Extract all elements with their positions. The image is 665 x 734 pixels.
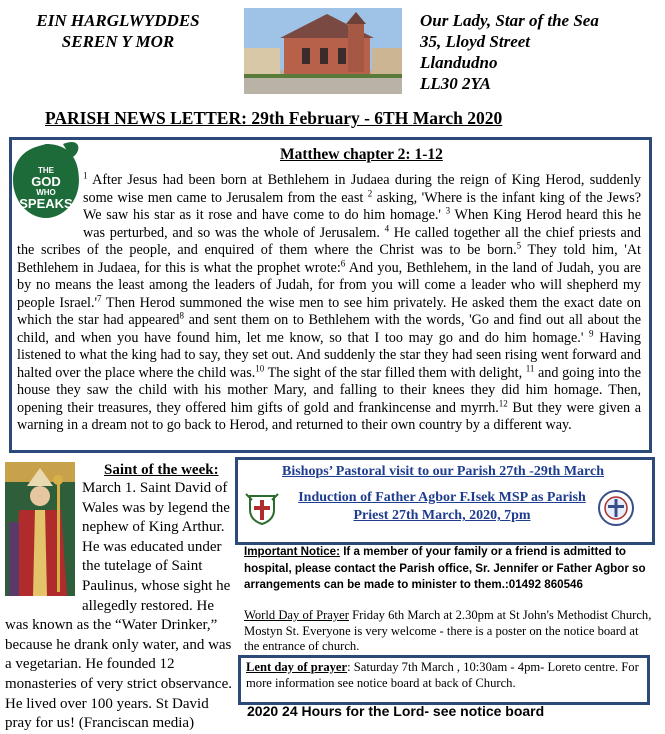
address-line: 35, Lloyd Street — [420, 32, 531, 51]
logo-text: THE — [38, 166, 54, 175]
gospel-reading — [17, 172, 641, 435]
verse-text: After Jesus had been born at Bethlehem in Judaea during the reign of King Herod, suddenly some wise men came to Jerusalem from the east — [83, 172, 641, 206]
important-notice — [244, 544, 654, 594]
verse-number: 9 — [589, 327, 594, 338]
world-day-text: Friday 6th March at 2.30pm at St John's Methodist Church, Mostyn St. Everyone is very welcome - there is a poster on the notice board at the entrance of church. — [244, 608, 652, 653]
notice-label: Important Notice: — [244, 545, 340, 558]
gospel-body — [17, 172, 641, 433]
diocese-crest-icon — [244, 492, 280, 526]
society-seal-icon — [597, 488, 635, 528]
24-hours-notice: 2020 24 Hours for the Lord- see notice board — [247, 703, 545, 719]
church-photo — [244, 8, 402, 94]
verse-number: 3 — [445, 205, 451, 216]
pastoral-visit-title: Bishops’ Pastoral visit to our Parish 27th -29th March — [281, 464, 604, 479]
lent-label: Lent day of prayer — [246, 660, 348, 674]
image-spacer — [5, 479, 82, 599]
logo-text: GOD — [31, 174, 61, 189]
induction-notice: Induction of Father Agbor F.Isek MSP as Parish Priest 27th March, 2020, 7pm — [298, 490, 586, 523]
logo-text: WHO — [36, 188, 56, 197]
verse-number: 2 — [367, 187, 373, 198]
verse-number: 10 — [255, 362, 265, 373]
welsh-line-2: SEREN Y MOR — [61, 32, 175, 51]
gospel-heading: Matthew chapter 2: 1-12 — [280, 146, 443, 163]
verse-text: asking, 'Where is the infant king of the Jews? We saw his star as it rose and have come to do him homage.' — [83, 189, 642, 223]
address-line: Our Lady, Star of the Sea — [420, 11, 599, 30]
world-day-label: World Day of Prayer — [244, 608, 349, 622]
welsh-church-name — [18, 10, 218, 52]
newsletter-title: PARISH NEWS LETTER: 29th February - 6TH March 2020 — [45, 108, 503, 128]
verse-text: The sight of the star filled them with delight, — [264, 364, 526, 381]
saint-description — [5, 479, 235, 734]
verse-number: 11 — [525, 362, 535, 373]
saint-text: March 1. Saint David of Wales was by legend the nephew of King Arthur. He was educated under the tutelage of Saint Paulinus, whose sight he allegedly restored. He was known as the “Water Drinker,” because he drank only water, and was a vegetarian. He founded 12 monasteries of very strict observance. He lived over 100 years. St David pray for us! (Franciscan media) — [5, 480, 232, 732]
welsh-line-1: EIN HARGLWYDDES — [36, 11, 200, 30]
verse-number: 8 — [179, 310, 185, 321]
verse-text: and going into the house they saw the child with his mother Mary, and falling to their knees they did him homage. Then, opening their treasures, they offered him gifts of gold and frankincense and myrrh. — [17, 364, 641, 416]
verse-text: They told him, 'At Bethlehem in Judaea, for this is what the prophet wrote: — [17, 242, 642, 276]
saint-heading: Saint of the week: — [104, 462, 219, 478]
logo-spacer — [17, 172, 83, 242]
world-day-of-prayer — [244, 608, 654, 655]
parish-address — [420, 10, 660, 94]
verse-text: And you, Bethlehem, in the land of Judah, you are by no means the least among the leaders of Judah, for from you will come a leader who will shepherd my people Israel.' — [17, 259, 641, 311]
verse-number: 1 — [83, 170, 88, 181]
verse-text: But they were given a warning in a dream not to go back to Herod, and returned to their own country by a different way. — [17, 399, 641, 433]
notice-text: If a member of your family or a friend is admitted to hospital, please contact the Parish office, Sr. Jennifer or Father Agbor so arrangements can be made to minister to them.:01492 860546 — [244, 545, 646, 591]
verse-text: Having listened to what the king had to say, they set out. And suddenly the star they had seen rising went forward and halted over the place where the child was. — [17, 329, 641, 381]
address-line: Llandudno — [420, 53, 498, 72]
address-line: LL30 2YA — [420, 74, 491, 93]
verse-text: Then Herod summoned the wise men to see him privately. He asked them the exact date on which the star had appeared — [17, 294, 641, 328]
lent-day-of-prayer — [246, 660, 646, 691]
verse-number: 6 — [340, 257, 346, 268]
verse-number: 5 — [516, 240, 522, 251]
verse-number: 12 — [498, 397, 508, 408]
verse-text: He called together all the chief priests and the scribes of the people, and enquired of them where the Christ was to be born. — [17, 224, 641, 258]
verse-number: 7 — [97, 292, 102, 303]
logo-text: SPEAKS — [19, 196, 73, 211]
verse-text: When King Herod heard this he was perturbed, and so was the whole of Jerusalem. — [83, 207, 641, 241]
lent-text: : Saturday 7th March , 10:30am - 4pm- Loreto centre. For more information see notice board at back of Church. — [246, 660, 639, 690]
verse-number: 4 — [384, 222, 390, 233]
verse-text: and sent them on to Bethlehem with the words, 'Go and find out all about the child, and when you have found him, let me know, so that I too may go and do him homage.' — [17, 312, 641, 346]
